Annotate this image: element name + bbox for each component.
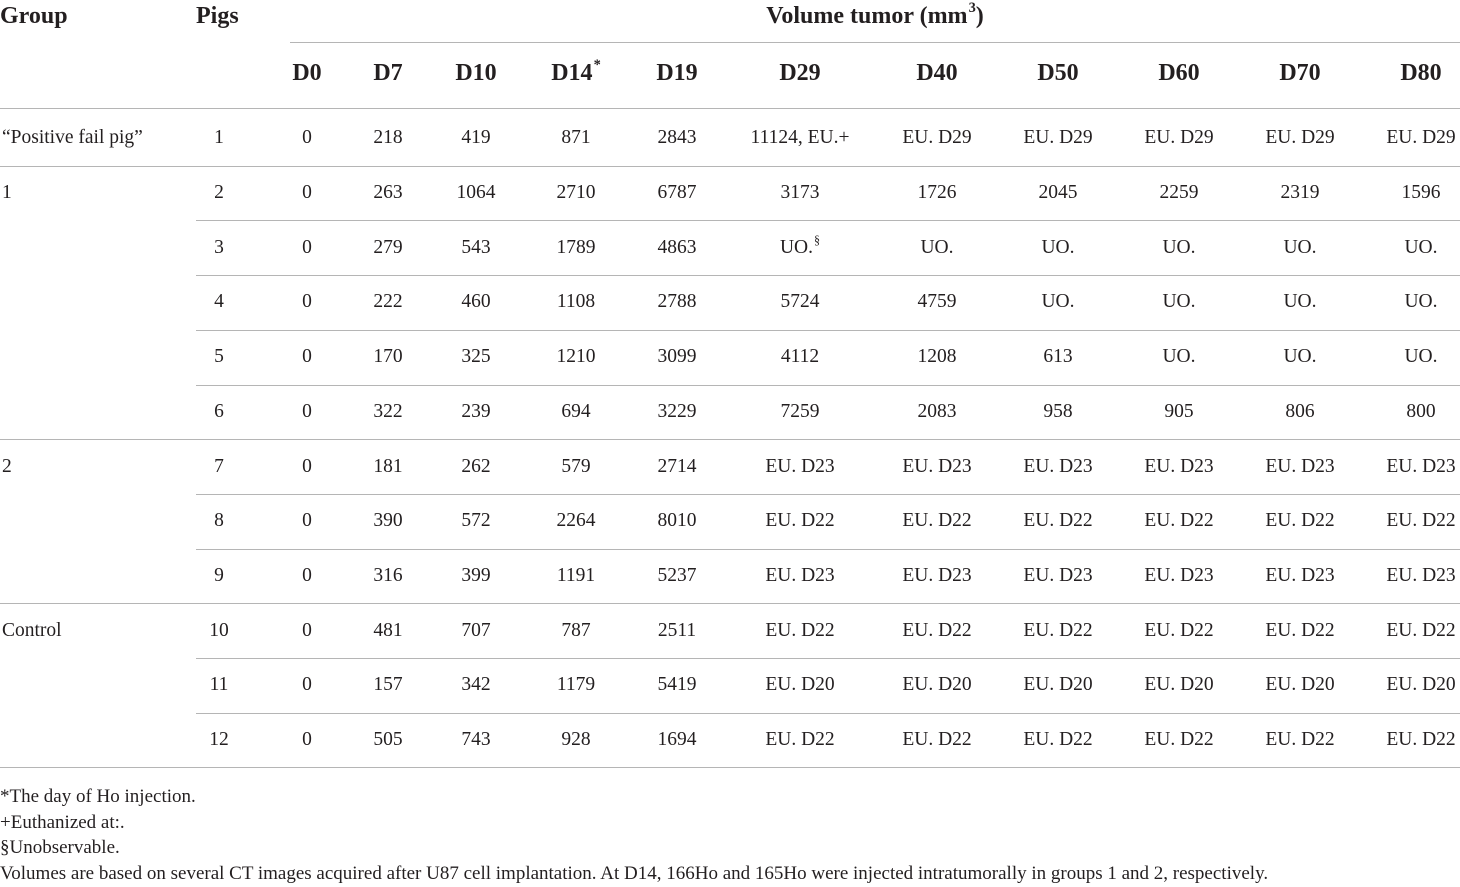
header-day-footnote-mark: * [593,56,601,73]
table-row [0,713,1460,768]
volume-cell: EU. D22 [902,619,972,641]
volume-cell: EU. D23 [1023,455,1093,477]
volume-cell: 4112 [780,346,820,368]
group-cell: 1 [2,182,12,204]
volume-cell: 1108 [556,291,596,313]
volume-cell: UO. [1404,236,1438,258]
volume-cell: 5419 [657,674,697,696]
volume-cell: 1789 [556,236,596,258]
volume-cell-text: UO. [779,236,813,258]
volume-cell: 1726 [917,182,957,204]
header-day [1037,46,1078,100]
volume-cell: 239 [461,400,491,422]
header-day-label: D19 [656,59,698,86]
volume-cell: EU. D23 [1144,455,1214,477]
volume-cell: 787 [561,619,591,641]
volume-cell: EU. D29 [1265,127,1335,149]
volume-cell: 707 [461,619,491,641]
header-day-label: D60 [1158,59,1200,86]
volume-cell: 0 [302,127,312,149]
header-day [779,46,820,100]
volume-cell: 0 [302,510,312,532]
volume-cell: 1596 [1401,182,1441,204]
volume-cell: 958 [1043,400,1073,422]
pig-cell: 10 [209,619,229,641]
volume-cell: EU. D29 [1144,127,1214,149]
volume-cell: EU. D20 [1023,674,1093,696]
footnote-text: Volumes are based on several CT images acquired after U87 cell implantation. At D14, 166Ho and 165Ho were injected intratumorally in groups 1 and 2, respectively. [0,862,1269,884]
table-row [0,166,1460,221]
volume-cell: 322 [373,400,403,422]
table-row [0,330,1460,385]
volume-cell: 0 [302,564,312,586]
footnote-text: Euthanized at:. [10,811,125,833]
footnote [0,861,1460,887]
volume-cell: 419 [461,127,491,149]
group-cell: Control [2,619,62,641]
volume-cell: 0 [302,236,312,258]
volume-cell: 1210 [556,346,596,368]
header-span-rule [290,42,1460,43]
footnote-mark: * [0,786,10,807]
volume-cell: 222 [373,291,403,313]
volume-cell: EU. D22 [1265,510,1335,532]
volume-cell: 743 [461,729,491,751]
volume-cell [780,220,820,275]
header-group: Group [0,2,68,29]
volume-cell: UO. [1283,236,1317,258]
header-volume-close: ) [975,2,984,29]
volume-cell: UO. [1041,236,1075,258]
volume-cell: EU. D23 [1265,564,1335,586]
volume-cell: UO. [920,236,954,258]
header-day [551,46,601,100]
volume-cell: 481 [373,619,403,641]
table-row [0,658,1460,713]
header-pigs: Pigs [196,2,239,29]
volume-cell: 218 [373,127,403,149]
volume-cell: 1064 [456,182,496,204]
volume-cell: 543 [461,236,491,258]
volume-cell: EU. D22 [1265,729,1335,751]
volume-cell: EU. D22 [765,510,835,532]
header-day-label: D7 [373,59,403,86]
volume-cell: 0 [302,619,312,641]
volume-cell: 170 [373,346,403,368]
volume-cell: 399 [461,564,491,586]
header-day-label: D29 [779,59,821,86]
volume-cell: 342 [461,674,491,696]
volume-cell: 3099 [657,346,697,368]
header-day-label: D80 [1400,59,1442,86]
volume-cell: 1694 [657,729,697,751]
volume-cell: EU. D22 [1265,619,1335,641]
volume-cell: EU. D23 [765,455,835,477]
volume-cell: EU. D23 [1386,455,1456,477]
footnote-mark: § [0,837,10,858]
footnote [0,784,1460,810]
volume-cell: EU. D22 [1023,510,1093,532]
volume-cell: EU. D23 [1386,564,1456,586]
volume-cell: 871 [561,127,591,149]
volume-cell: EU. D20 [1386,674,1456,696]
volume-cell: EU. D22 [1386,619,1456,641]
volume-cell: EU. D20 [1144,674,1214,696]
table-row [0,220,1460,275]
volume-cell: 694 [561,400,591,422]
volume-cell: EU. D22 [1144,619,1214,641]
volume-cell: 806 [1285,400,1315,422]
volume-cell: 157 [373,674,403,696]
volume-cell: 279 [373,236,403,258]
header-day-label: D40 [916,59,958,86]
header-day [1279,46,1320,100]
volume-cell: 3229 [657,400,697,422]
header-volume-tumor [766,0,984,32]
volume-cell: 0 [302,346,312,368]
group-cell: “Positive fail pig” [2,127,143,149]
volume-cell: EU. D23 [902,455,972,477]
pig-cell: 9 [214,564,224,586]
header-volume-unit-exponent: 3 [968,0,976,16]
volume-cell: UO. [1162,236,1196,258]
volume-cell: 2788 [657,291,697,313]
pig-cell: 1 [214,127,224,149]
header-volume-title: Volume tumor (mm [766,2,968,29]
footnotes [0,784,1460,886]
footnote-mark: + [0,811,11,833]
group-rule [0,767,1460,768]
volume-cell: 2511 [657,619,697,641]
volume-cell: EU. D20 [765,674,835,696]
header-day-label: D0 [292,59,322,86]
volume-cell: 325 [461,346,491,368]
volume-cell: 0 [302,291,312,313]
volume-cell: EU. D20 [1265,674,1335,696]
pig-cell: 5 [214,346,224,368]
volume-cell-footnote-mark: § [814,232,821,247]
volume-cell: 505 [373,729,403,751]
volume-cell: 7259 [780,400,820,422]
header-day-label: D70 [1279,59,1321,86]
volume-cell: 11124, EU.+ [750,127,850,149]
volume-cell: 2264 [556,510,596,532]
volume-cell: 0 [302,674,312,696]
volume-cell: 181 [373,455,403,477]
table-row [0,275,1460,330]
volume-cell: 2843 [657,127,697,149]
table-row [0,439,1460,494]
pig-cell: 6 [214,400,224,422]
volume-cell: EU. D29 [1023,127,1093,149]
footnote-text: The day of Ho injection. [9,786,196,807]
volume-cell: 800 [1406,400,1436,422]
volume-cell: EU. D23 [765,564,835,586]
volume-cell: 6787 [657,182,697,204]
pig-cell: 4 [214,291,224,313]
footnote [0,810,1460,836]
volume-cell: 1179 [556,674,596,696]
volume-cell: 4759 [917,291,957,313]
volume-cell: EU. D22 [1386,729,1456,751]
volume-cell: EU. D23 [1023,564,1093,586]
volume-cell: EU. D22 [765,619,835,641]
volume-cell: 1191 [556,564,596,586]
pig-cell: 12 [209,729,229,751]
volume-cell: UO. [1162,346,1196,368]
volume-cell: 263 [373,182,403,204]
volume-cell: 3173 [780,182,820,204]
volume-cell: 316 [373,564,403,586]
group-cell: 2 [2,455,12,477]
header-day-label: D50 [1037,59,1079,86]
volume-cell: 905 [1164,400,1194,422]
header-day [916,46,957,100]
table-row [0,111,1460,166]
volume-cell: 1208 [917,346,957,368]
volume-cell: EU. D23 [902,564,972,586]
header-day [1158,46,1199,100]
volume-cell: 460 [461,291,491,313]
header-bottom-rule [0,108,1460,109]
volume-cell: EU. D22 [902,729,972,751]
table-row [0,603,1460,658]
volume-cell: 0 [302,182,312,204]
volume-cell: EU. D23 [1265,455,1335,477]
volume-cell: UO. [1041,291,1075,313]
pig-cell: 2 [214,182,224,204]
volume-cell: UO. [1404,291,1438,313]
footnote [0,835,1460,861]
footnote-text: Unobservable. [9,837,120,858]
volume-cell: UO. [1283,291,1317,313]
volume-cell: EU. D22 [1386,510,1456,532]
volume-cell: EU. D22 [1144,510,1214,532]
volume-cell: 0 [302,400,312,422]
header-day-label: D10 [455,59,497,86]
volume-cell: 928 [561,729,591,751]
volume-cell: UO. [1162,291,1196,313]
volume-cell: EU. D22 [1023,729,1093,751]
volume-cell: EU. D29 [1386,127,1456,149]
volume-cell: 2083 [917,400,957,422]
header-day-label: D14 [551,59,593,86]
volume-cell: EU. D23 [1144,564,1214,586]
table-row [0,549,1460,604]
volume-cell: 2259 [1159,182,1199,204]
header-day [1400,46,1441,100]
volume-cell: EU. D20 [902,674,972,696]
volume-cell: 5237 [657,564,697,586]
volume-cell: 0 [302,455,312,477]
pig-cell: 11 [209,674,229,696]
pig-cell: 3 [214,236,224,258]
header-day [292,46,321,100]
pig-cell: 7 [214,455,224,477]
header-day [656,46,697,100]
volume-cell: 0 [302,729,312,751]
header-day [455,46,496,100]
volume-cell: EU. D22 [1023,619,1093,641]
volume-cell: 262 [461,455,491,477]
volume-cell: 2319 [1280,182,1320,204]
volume-cell: 4863 [657,236,697,258]
volume-cell: EU. D22 [1144,729,1214,751]
volume-cell: 2714 [657,455,697,477]
header-day [373,46,402,100]
volume-cell: 2045 [1038,182,1078,204]
volume-cell: 8010 [657,510,697,532]
volume-cell: EU. D29 [902,127,972,149]
volume-cell: 572 [461,510,491,532]
volume-cell: 613 [1043,346,1073,368]
volume-cell: 579 [561,455,591,477]
volume-cell: 5724 [780,291,820,313]
pig-cell: 8 [214,510,224,532]
volume-cell: 390 [373,510,403,532]
table-row [0,385,1460,440]
volume-cell: UO. [1283,346,1317,368]
volume-cell: EU. D22 [765,729,835,751]
volume-cell: EU. D22 [902,510,972,532]
table-row [0,494,1460,549]
volume-cell: UO. [1404,346,1438,368]
volume-cell: 2710 [556,182,596,204]
